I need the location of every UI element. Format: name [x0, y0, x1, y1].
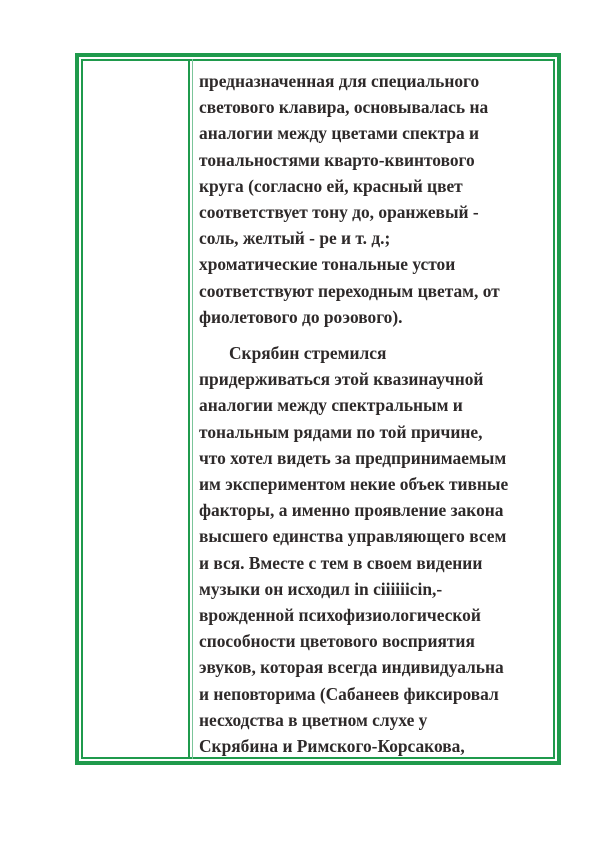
text-line: тональностями кварто-квинтового	[199, 149, 475, 170]
text-line: эвуков, которая всегда индивидуальна	[199, 657, 504, 678]
text-line: несходства в цветном слухе у	[199, 709, 428, 730]
paragraph-1	[199, 68, 551, 330]
text-line: аналогии между спектральным и	[199, 395, 463, 416]
text-line: и неповторима (Сабанеев фиксировал	[199, 683, 499, 704]
text-line: им экспериментом некие объек тивные	[199, 474, 509, 495]
text-line: круга (согласно ей, красный цвет	[199, 175, 463, 196]
text-cell	[199, 68, 551, 759]
column-divider	[188, 59, 190, 759]
text-line: соль, желтый - ре и т. д.;	[199, 228, 391, 249]
text-line: музыки он исходил in ciiiiiicin,-	[199, 578, 443, 599]
text-line: и вся. Вместе с тем в своем видении	[199, 552, 483, 573]
text-line: придерживаться этой квазинаучной	[199, 369, 484, 390]
text-line: фиолетового до роэового).	[199, 306, 403, 327]
text-line: тональным рядами по той причине,	[199, 421, 483, 442]
text-line: факторы, а именно проявление закона	[199, 500, 504, 521]
text-line: высшего единства управляющего всем	[199, 526, 507, 547]
text-line: способности цветового восприятия	[199, 631, 475, 652]
text-line: соответствует тону до, оранжевый -	[199, 202, 479, 223]
text-line: соответствуют переходным цветам, от	[199, 280, 500, 301]
paragraph-2	[199, 340, 551, 759]
paragraph-gap	[199, 330, 551, 340]
text-line: Скрябин стремился	[229, 343, 387, 364]
text-line: светового клавира, основывалась на	[199, 97, 489, 118]
text-line: аналогии между цветами спектра и	[199, 123, 480, 144]
text-line: Скрябина и Римского-Корсакова,	[199, 736, 465, 757]
text-line: что хотел видеть за предпринимаемым	[199, 447, 507, 468]
text-line: врожденной психофизиологической	[199, 605, 481, 626]
column-divider-shadow	[192, 59, 193, 759]
text-line: хроматические тональные устои	[199, 254, 456, 275]
text-line: предназначенная для специального	[199, 71, 480, 91]
